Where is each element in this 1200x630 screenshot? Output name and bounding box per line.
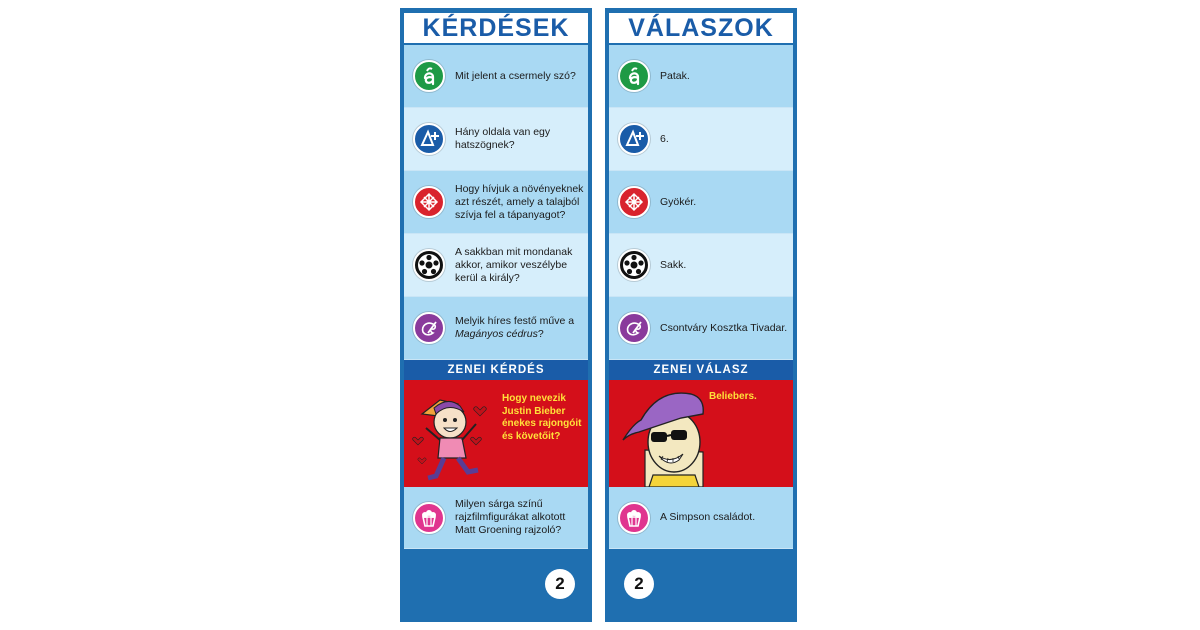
music-answer-panel: [609, 380, 793, 487]
painting-title: Magányos cédrus: [455, 328, 538, 340]
answers-card: [605, 8, 797, 622]
answer-text: 6.: [660, 132, 669, 145]
question-row-sport: [404, 234, 588, 297]
music-question-bar: [404, 360, 588, 380]
music-question-label: ZENEI KÉRDÉS: [447, 364, 545, 376]
literature-icon: [618, 60, 650, 92]
sport-icon: [413, 249, 445, 281]
question-text: Hogy hívjuk a növényeknek azt részét, amely a talajból szívja fel a tápanyagot?: [455, 182, 584, 221]
answer-text: Patak.: [660, 69, 690, 82]
music-question-panel: [404, 380, 588, 487]
questions-footer: [404, 549, 588, 620]
question-row-nature: [404, 171, 588, 234]
question-row-entertainment: [404, 487, 588, 549]
answer-row-literature: [609, 45, 793, 108]
answers-footer: [609, 549, 793, 620]
answer-row-art: [609, 297, 793, 360]
question-text: A sakkban mit mondanak akkor, amikor veszélybe kerül a király?: [455, 245, 573, 284]
music-answer-label: ZENEI VÁLASZ: [653, 364, 749, 376]
math-icon: [413, 123, 445, 155]
entertainment-icon: [618, 502, 650, 534]
math-icon: [618, 123, 650, 155]
art-icon: [413, 312, 445, 344]
question-row-math: [404, 108, 588, 171]
page-number: 2: [545, 569, 575, 599]
question-text: Mit jelent a csermely szó?: [455, 69, 576, 82]
singer-illustration: [619, 380, 719, 487]
art-icon: [618, 312, 650, 344]
answer-row-nature: [609, 171, 793, 234]
question-text: Hány oldala van egy hatszögnek?: [455, 126, 551, 151]
sport-icon: [618, 249, 650, 281]
answer-row-math: [609, 108, 793, 171]
question-row-art: [404, 297, 588, 360]
answer-text: Gyökér.: [660, 195, 697, 208]
question-row-literature: [404, 45, 588, 108]
music-answer-bar: [609, 360, 793, 380]
answers-title: VÁLASZOK: [628, 13, 774, 42]
page-number: 2: [624, 569, 654, 599]
questions-card: [400, 8, 592, 622]
literature-icon: [413, 60, 445, 92]
answer-text: A Simpson családot.: [660, 511, 756, 523]
music-answer-text: Beliebers.: [709, 391, 757, 402]
answer-text: Csontváry Kosztka Tivadar.: [660, 321, 788, 334]
answer-row-sport: [609, 234, 793, 297]
question-text: Melyik híres festő műve a Magányos cédrus?: [455, 315, 575, 340]
answer-text: Sakk.: [660, 258, 687, 271]
questions-title: KÉRDÉSEK: [422, 13, 570, 42]
nature-icon: [618, 186, 650, 218]
answer-row-entertainment: [609, 487, 793, 549]
question-text: Milyen sárga színű rajzfilmfigurákat alkotott Matt Groening rajzoló?: [455, 498, 566, 536]
fan-girl-illustration: [410, 380, 500, 487]
answers-header: [609, 13, 793, 43]
music-question-text: Hogy nevezik Justin Bieber énekes rajongóit és követőit?: [502, 393, 582, 442]
nature-icon: [413, 186, 445, 218]
entertainment-icon: [413, 502, 445, 534]
questions-header: [404, 13, 588, 43]
